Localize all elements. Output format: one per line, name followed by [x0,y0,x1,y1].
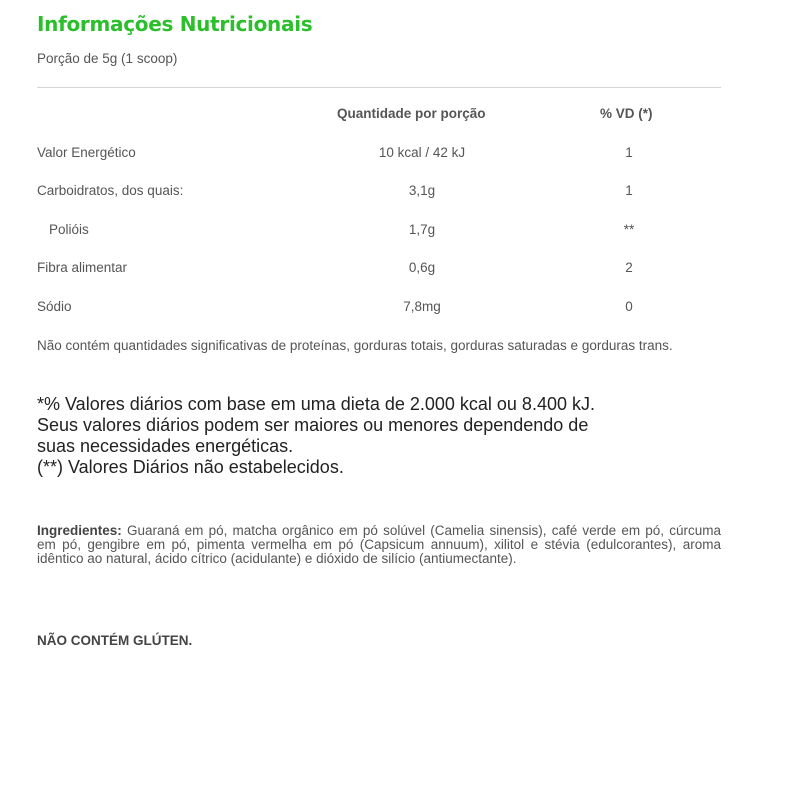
table-row [37,260,721,280]
header-quantity: Quantidade por porção [337,106,486,121]
nutrient-vd: 1 [625,183,633,198]
nutrient-vd: ** [623,222,635,237]
nutrient-label: Valor Energético [37,145,136,160]
nutrient-label: Polióis [49,222,89,237]
footnote-line: Seus valores diários podem ser maiores ou menores dependendo de [37,415,589,435]
nutrient-quantity: 3,1g [408,183,436,198]
daily-values-footnote [37,394,717,478]
nutrient-label: Fibra alimentar [37,260,128,275]
footnote-line: (**) Valores Diários não estabelecidos. [37,457,344,477]
ingredients-text: Guaraná em pó, matcha orgânico em pó solúvel (Camelia sinensis), café verde em pó, cúrcuma em pó, gengibre em pó, pimenta vermelha em pó (Capsicum annuum), xilitol e stévia (edulcorantes), aroma idêntico ao natural, ácido cítrico (acidulante) e dióxido de silício (antiumectante). [37,523,721,566]
ingredients-label: Ingredientes: [37,523,122,538]
nutrient-label: Carboidratos, dos quais: [37,183,184,198]
nutrient-label: Sódio [37,299,72,314]
nutrient-quantity: 0,6g [408,260,436,275]
nutrient-vd: 1 [625,145,633,160]
page-title: Informações Nutricionais [37,12,313,36]
portion-size: Porção de 5g (1 scoop) [37,51,178,66]
ingredients [37,524,721,566]
header-vd: % VD (*) [600,106,653,121]
table-row [37,145,721,165]
nutrition-note: Não contém quantidades significativas de proteínas, gorduras totais, gorduras saturadas e gorduras trans. [37,338,673,353]
nutrient-quantity: 1,7g [408,222,436,237]
gluten-notice: NÃO CONTÉM GLÚTEN. [37,633,193,648]
nutrient-vd: 0 [625,299,633,314]
table-row [37,183,721,203]
nutrient-vd: 2 [625,260,633,275]
nutrient-quantity: 7,8mg [403,299,441,314]
divider [37,87,721,88]
table-row [37,299,721,319]
table-row [37,222,721,242]
footnote-line: *% Valores diários com base em uma dieta de 2.000 kcal ou 8.400 kJ. [37,394,595,414]
nutrient-quantity: 10 kcal / 42 kJ [378,145,466,160]
footnote-line: suas necessidades energéticas. [37,436,294,456]
